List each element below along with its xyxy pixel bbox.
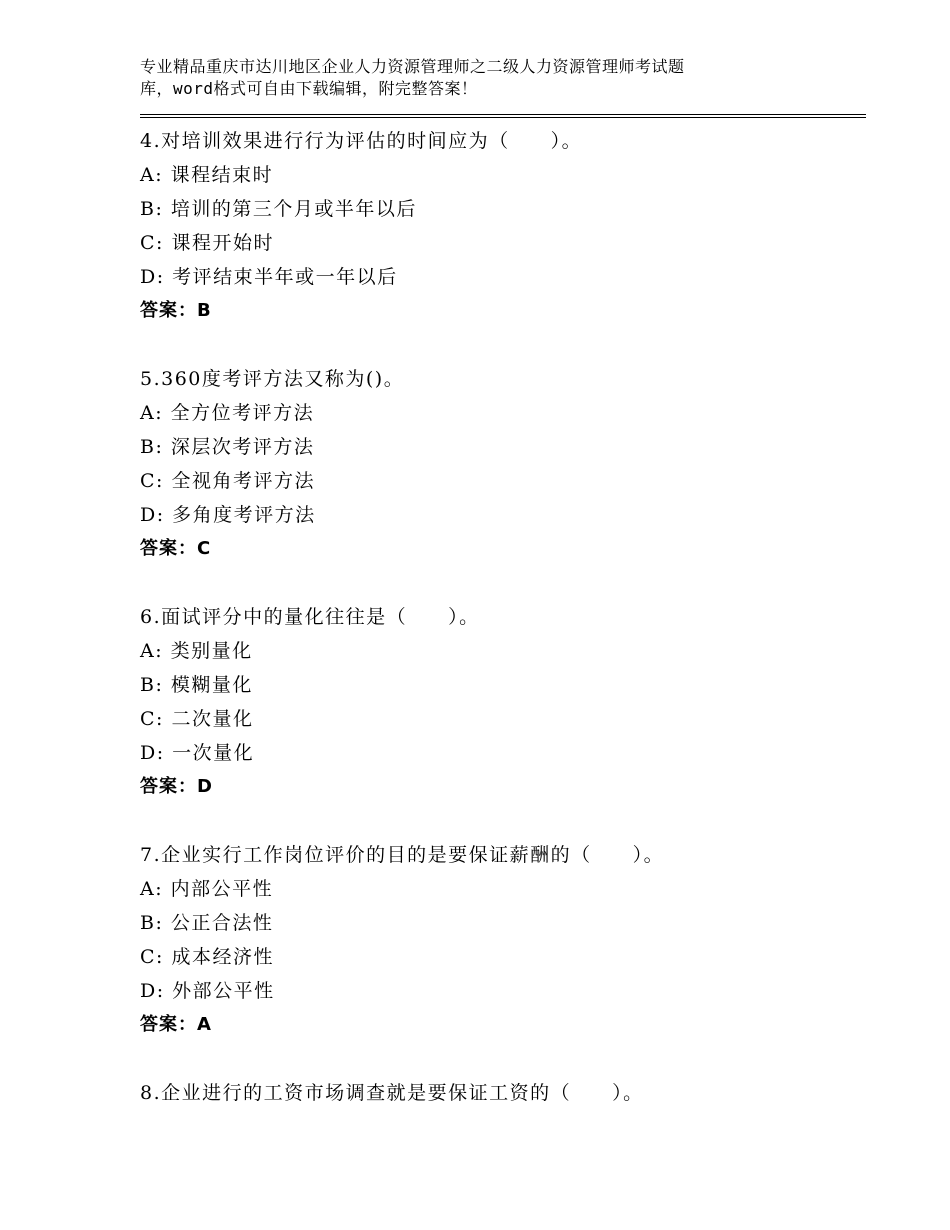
option-c: C: 课程开始时 xyxy=(140,232,274,254)
option-c: C: 二次量化 xyxy=(140,708,254,730)
question-stem: 4.对培训效果进行行为评估的时间应为（ ）。 xyxy=(140,130,583,152)
header-line-1: 专业精品重庆市达川地区企业人力资源管理师之二级人力资源管理师考试题 xyxy=(140,57,685,76)
option-b: B: 模糊量化 xyxy=(140,674,253,696)
option-c: C: 成本经济性 xyxy=(140,946,274,968)
question-stem: 8.企业进行的工资市场调查就是要保证工资的（ ）。 xyxy=(140,1082,644,1104)
option-b: B: 公正合法性 xyxy=(140,912,274,934)
option-b: B: 深层次考评方法 xyxy=(140,436,315,458)
option-a: A: 全方位考评方法 xyxy=(140,402,315,424)
answer-label: 答案：B xyxy=(140,300,212,321)
option-a: A: 类别量化 xyxy=(140,640,253,662)
option-a: A: 内部公平性 xyxy=(140,878,274,900)
question-4 xyxy=(140,124,868,328)
question-stem: 6.面试评分中的量化往往是（ ）。 xyxy=(140,606,480,628)
question-7 xyxy=(140,838,868,1042)
option-d: D: 一次量化 xyxy=(140,742,255,764)
header-line-2: 库，word格式可自由下载编辑，附完整答案！ xyxy=(140,79,478,98)
document-header xyxy=(140,56,780,100)
question-stem: 7.企业实行工作岗位评价的目的是要保证薪酬的（ ）。 xyxy=(140,844,665,866)
question-8 xyxy=(140,1076,868,1110)
question-5 xyxy=(140,362,868,566)
question-6 xyxy=(140,600,868,804)
document-page xyxy=(140,56,868,1110)
option-d: D: 多角度考评方法 xyxy=(140,504,316,526)
answer-label: 答案：A xyxy=(140,1014,212,1035)
question-stem: 5.360度考评方法又称为()。 xyxy=(140,368,405,390)
answer-label: 答案：C xyxy=(140,538,212,559)
option-a: A: 课程结束时 xyxy=(140,164,274,186)
option-d: D: 外部公平性 xyxy=(140,980,275,1002)
header-divider xyxy=(140,114,866,118)
option-d: D: 考评结束半年或一年以后 xyxy=(140,266,398,288)
option-b: B: 培训的第三个月或半年以后 xyxy=(140,198,417,220)
answer-label: 答案：D xyxy=(140,776,213,797)
option-c: C: 全视角考评方法 xyxy=(140,470,315,492)
